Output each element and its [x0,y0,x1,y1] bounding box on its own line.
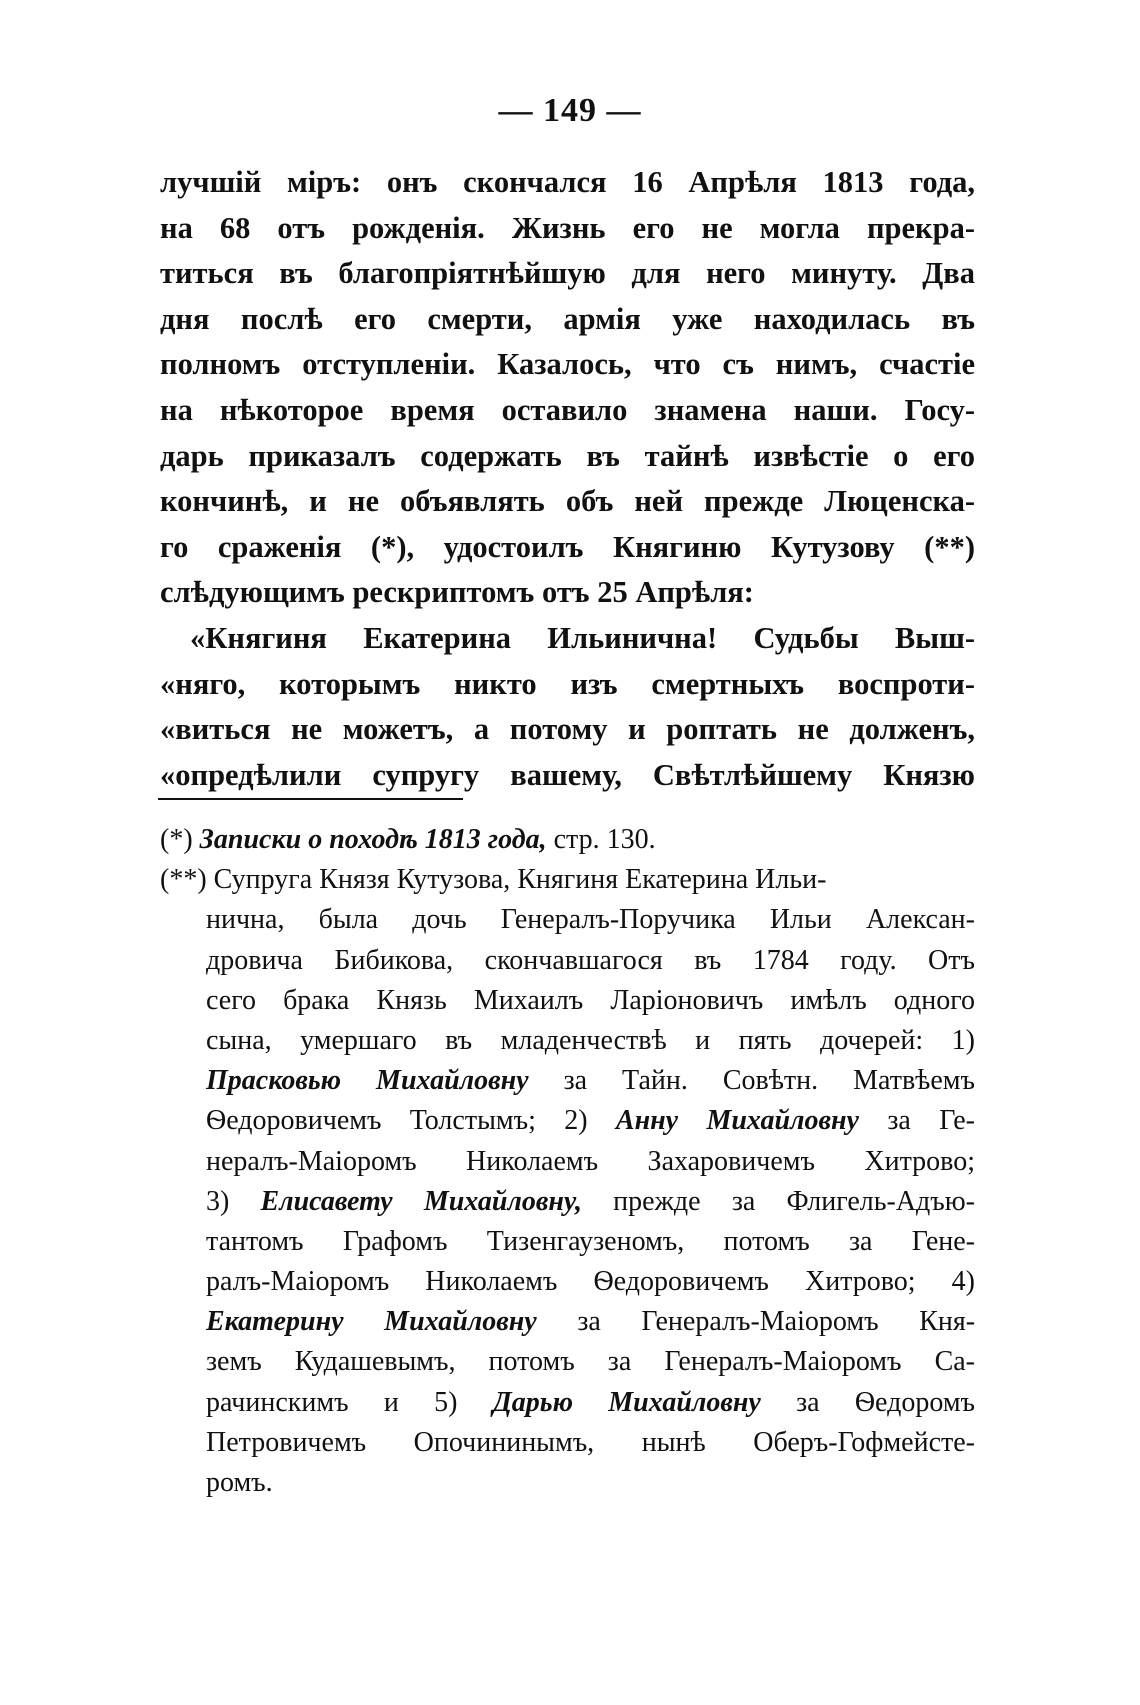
footnote-text: стр. 130. [553,824,656,855]
footnote-text: за Ѳедоромъ [796,1386,975,1418]
daughter-name: Елисавету Михайловну, [260,1185,582,1217]
footnote-2-line: сего брака Князь Михаилъ Ларіоновичъ имѣлъ одного [206,984,975,1016]
footnote-2-line [160,1383,975,1423]
footnote-text: Ѳедоровичемъ Толстымъ; 2) [206,1105,588,1137]
footnote-2-line: тантомъ Графомъ Тизенгаузеномъ, потомъ за Гене- [206,1225,975,1257]
text-line: слѣдующимъ рескриптомъ отъ 25 Апрѣля: [160,575,754,610]
footnote-text: за Ге- [887,1105,975,1137]
footnote-title: Записки о походѣ 1813 года, [199,824,547,855]
footnote-1 [160,820,975,860]
text-line: дня послѣ его смерти, армія уже находилась въ [160,301,975,336]
text-line: лучшій міръ: онъ скончался 16 Апрѣля 1813 года, [160,165,975,199]
footnote-text: 3) [206,1185,230,1217]
footnote-separator [158,798,463,800]
footnote-text: за Генералъ-Маіоромъ Кня- [577,1306,975,1338]
footnote-2-line: ралъ-Маіоромъ Николаемъ Ѳедоровичемъ Хитрово; 4) [206,1266,975,1298]
text-line: дарь приказалъ содержать въ тайнѣ извѣстіе о его [160,438,975,473]
footnote-marker: (**) [160,864,207,896]
main-text [160,160,975,798]
text-line: титься въ благопріятнѣйшую для него минуту. Два [160,256,975,291]
footnote-2-line [160,1182,975,1222]
daughter-name: Екатерину Михайловну [206,1306,537,1338]
footnote-2-line: сына, умершаго въ младенчествѣ и пять дочерей: 1) [206,1024,975,1056]
footnote-2-line [160,1302,975,1342]
text-line: на 68 отъ рожденія. Жизнь его не могла прекра- [160,210,975,245]
text-line: кончинѣ, и не объявлять объ ней прежде Люценска- [160,484,975,519]
daughter-name: Дарью Михайловну [492,1386,761,1418]
text-line: «Княгиня Екатерина Ильинична! Судьбы Выш- [190,620,975,655]
footnote-2-line: Петровичемъ Опочининымъ, нынѣ Оберъ-Гофмейсте- [206,1426,975,1458]
daughter-name: Анну Михайловну [615,1105,859,1137]
page-number: — 149 — [498,92,642,129]
text-line: го сраженія (*), удостоилъ Княгиню Кутузову (**) [160,529,975,564]
footnote-2-line: нералъ-Маіоромъ Николаемъ Захаровичемъ Хитрово; [206,1145,975,1177]
footnote-2-line: дровича Бибикова, скончавшагося въ 1784 году. Отъ [206,944,975,976]
daughter-name: Прасковью Михайловну [206,1065,529,1097]
footnote-marker: (*) [160,824,193,855]
footnote-text: за Тайн. Совѣтн. Матвѣемъ [563,1065,975,1097]
text-line: полномъ отступленіи. Казалось, что съ нимъ, счастіе [160,347,975,382]
footnote-2-line: нична, была дочь Генералъ-Поручика Ильи Алексан- [206,904,975,936]
text-line: на нѣкоторое время оставило знамена наши. Госу- [160,392,975,427]
text-line: «опредѣлили супругу вашему, Свѣтлѣйшему Князю [160,757,975,792]
footnote-2-line: земъ Кудашевымъ, потомъ за Генералъ-Маіоромъ Са- [206,1346,975,1378]
footnote-2-line [160,860,975,900]
footnote-text: Супруга Князя Кутузова, Княгиня Екатерина Ильи- [213,864,827,896]
text-line: «няго, которымъ никто изъ смертныхъ воспроти- [160,666,975,701]
footnote-2-line [160,1101,975,1141]
text-line: «виться не можетъ, а потому и роптать не долженъ, [160,712,975,747]
footnote-2-line: ромъ. [206,1467,273,1498]
footnote-text: прежде за Флигель-Адъю- [613,1185,975,1217]
footnote-2-line [160,1061,975,1101]
footnotes [160,820,975,1503]
footnote-text: рачинскимъ и 5) [206,1386,458,1418]
